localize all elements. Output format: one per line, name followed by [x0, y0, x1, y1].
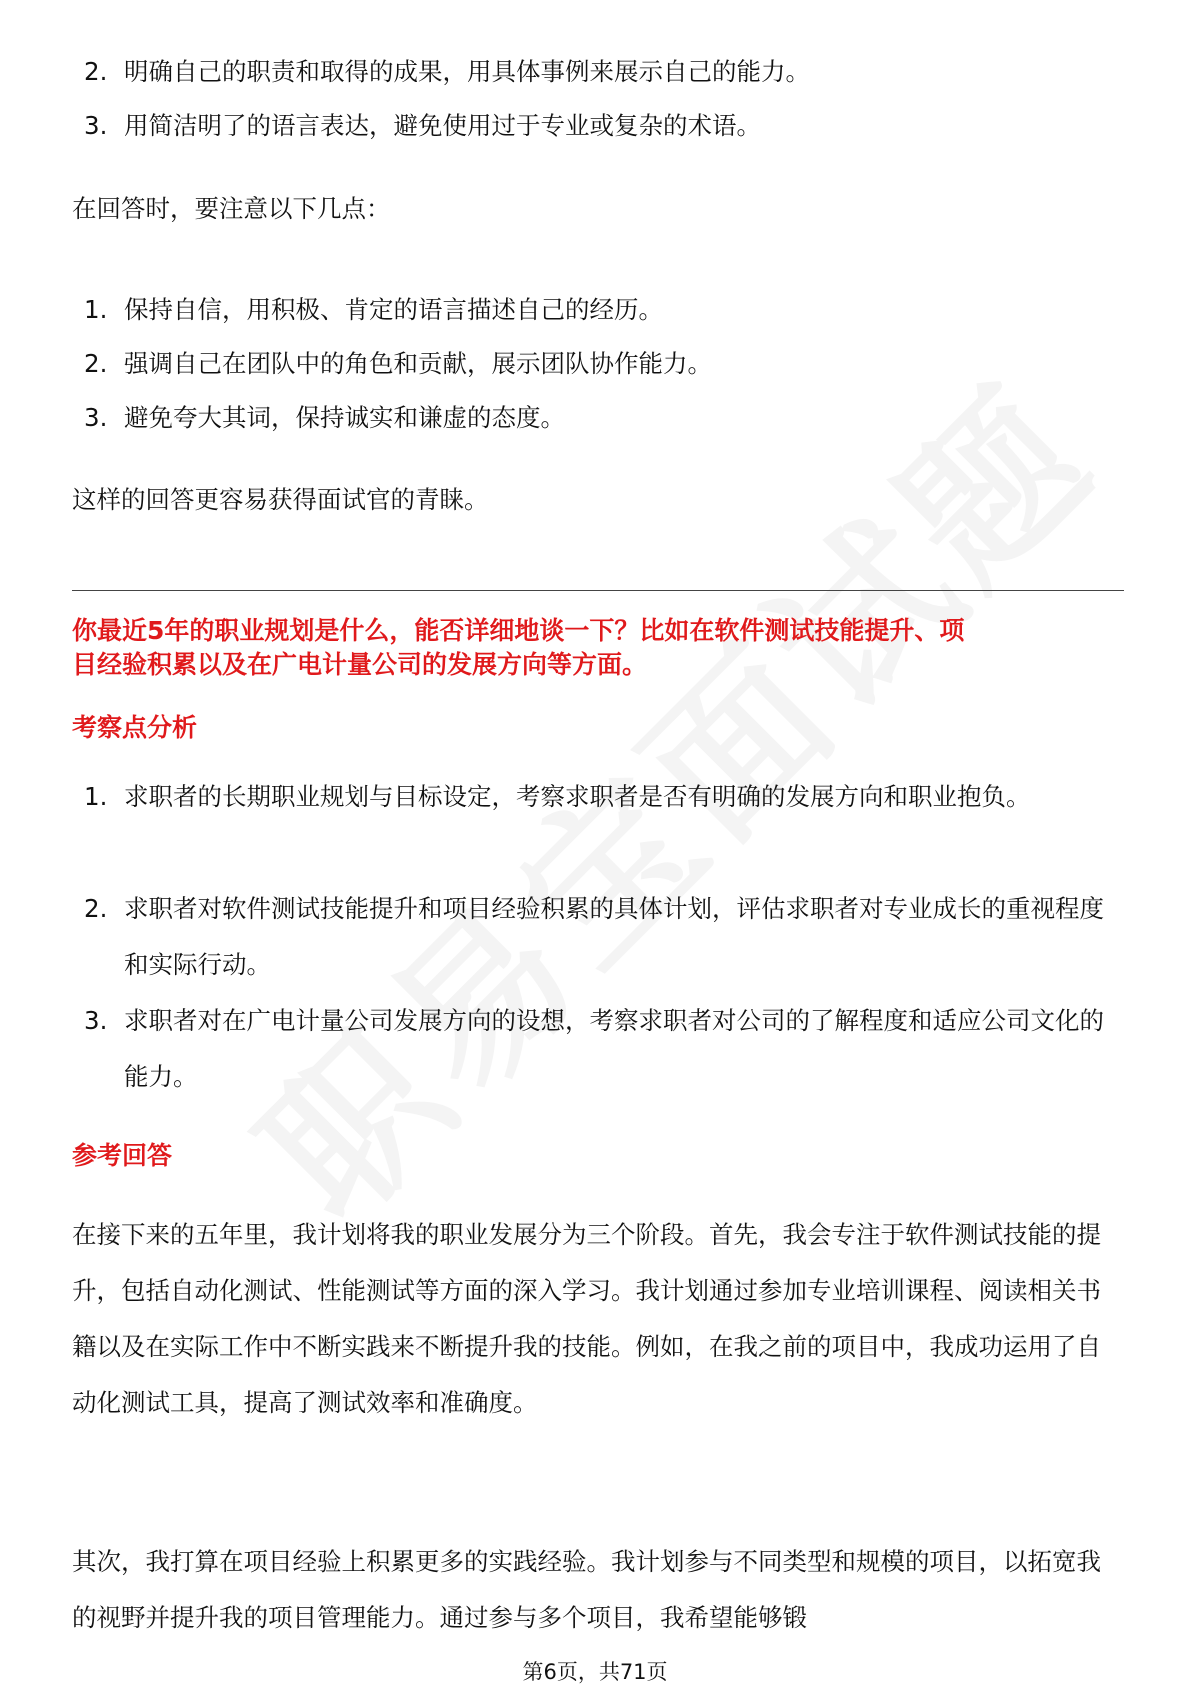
list-text: 求职者对在广电计量公司发展方向的设想，考察求职者对公司的了解程度和适应公司文化的能力。: [124, 1006, 1104, 1091]
list-number: 2.: [84, 57, 108, 86]
list-text: 明确自己的职责和取得的成果，用具体事例来展示自己的能力。: [124, 57, 810, 86]
analysis-heading: 考察点分析: [72, 713, 198, 742]
list-text: 强调自己在团队中的角色和贡献，展示团队协作能力。: [124, 349, 712, 378]
list-text: 用简洁明了的语言表达，避免使用过于专业或复杂的术语。: [124, 111, 761, 140]
list-item: [84, 336, 1114, 392]
list-number: 3.: [84, 1006, 108, 1035]
list-number: 3.: [84, 403, 108, 432]
list-text: 避免夸大其词，保持诚实和谦虚的态度。: [124, 403, 565, 432]
answer-heading: 参考回答: [72, 1141, 173, 1170]
note-intro: 在回答时，要注意以下几点：: [72, 194, 391, 223]
list-number: 2.: [84, 349, 108, 378]
list-text: 求职者对软件测试技能提升和项目经验积累的具体计划，评估求职者对专业成长的重视程度和实际行动。: [124, 894, 1104, 979]
closing-text: 这样的回答更容易获得面试官的青睐。: [72, 485, 489, 514]
answer-paragraph: 其次，我打算在项目经验上积累更多的实践经验。我计划参与不同类型和规模的项目，以拓宽我的视野并提升我的项目管理能力。通过参与多个项目，我希望能够锻: [72, 1547, 1101, 1632]
list-number: 3.: [84, 111, 108, 140]
question-line-1: 你最近5年的职业规划是什么，能否详细地谈一下？比如在软件测试技能提升、项: [72, 616, 965, 645]
list-item: [84, 44, 1114, 100]
list-item: [84, 282, 1114, 338]
list-number: 2.: [84, 894, 108, 923]
list-item: [84, 390, 1114, 446]
list-item: [84, 881, 1114, 993]
list-number: 1.: [84, 295, 108, 324]
list-text: 求职者的长期职业规划与目标设定，考察求职者是否有明确的发展方向和职业抱负。: [124, 782, 1031, 811]
list-item: [84, 769, 1114, 825]
list-text: 保持自信，用积极、肯定的语言描述自己的经历。: [124, 295, 663, 324]
question-line-2: 目经验积累以及在广电计量公司的发展方向等方面。: [72, 650, 648, 679]
list-number: 1.: [84, 782, 108, 811]
divider: [72, 590, 1124, 591]
page-footer: 第6页，共71页: [522, 1660, 668, 1684]
list-item: [84, 98, 1114, 154]
answer-paragraph: 在接下来的五年里，我计划将我的职业发展分为三个阶段。首先，我会专注于软件测试技能的提升，包括自动化测试、性能测试等方面的深入学习。我计划通过参加专业培训课程、阅读相关书籍以及在实际工作中不断实践来不断提升我的技能。例如，在我之前的项目中，我成功运用了自动化测试工具，提高了测试效率和准确度。: [72, 1220, 1101, 1417]
list-item: [84, 993, 1114, 1105]
